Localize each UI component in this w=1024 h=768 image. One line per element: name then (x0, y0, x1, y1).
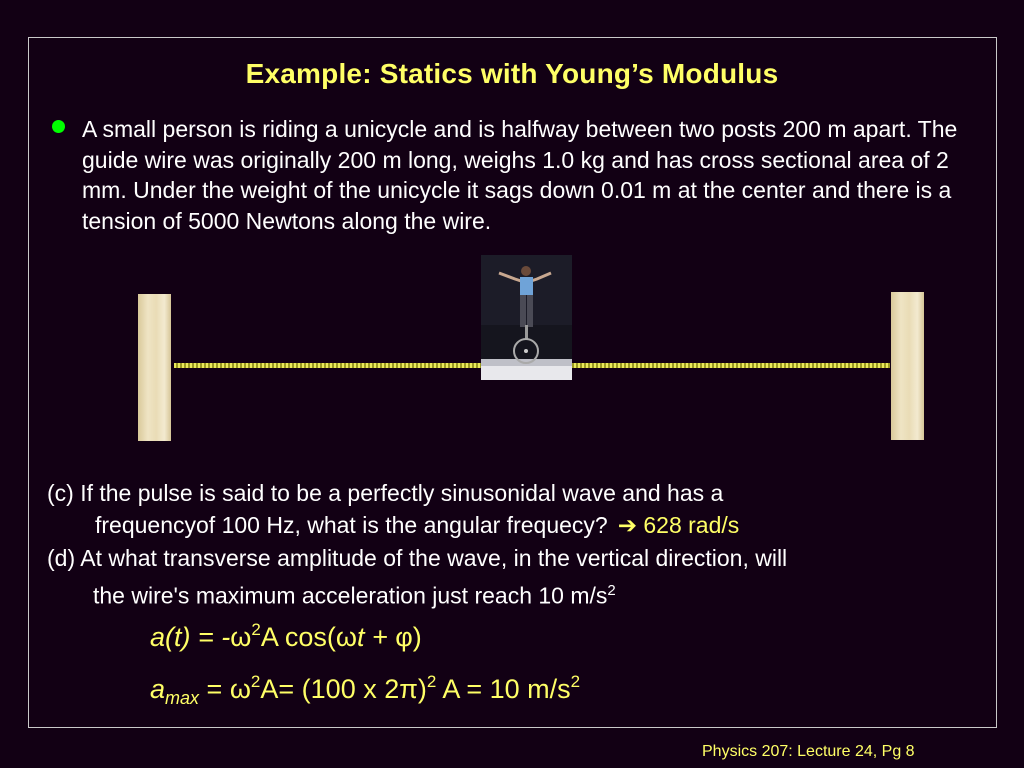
eq2-sup1: 2 (250, 672, 261, 691)
question-c-line2 (47, 510, 739, 542)
slide-footer: Physics 207: Lecture 24, Pg 8 (702, 743, 915, 760)
eq2-sup3: 2 (570, 672, 581, 691)
equation-acceleration (150, 622, 422, 653)
eq2-a: a (150, 674, 166, 704)
equation-max-acceleration (150, 672, 581, 708)
eq2-eq: = (199, 674, 230, 704)
eq2-pi: π (399, 674, 418, 704)
question-c-text: frequencyof 100 Hz, what is the angular frequecy? (95, 511, 608, 538)
eq2-tail: A = 10 m/s (436, 674, 571, 704)
question-d-line1: (d) At what transverse amplitude of the wave, in the vertical direction, will (47, 545, 788, 571)
eq2-sup2: 2 (426, 672, 437, 691)
question-d-line2 (47, 575, 787, 612)
question-d-text: the wire's maximum acceleration just reach 10 m/s (93, 582, 608, 609)
right-post (891, 292, 924, 440)
question-d (47, 543, 787, 612)
slide-title: Example: Statics with Young’s Modulus (245, 58, 779, 89)
unicyclist-photo (481, 255, 572, 380)
eq1-mid: A cos( (260, 622, 336, 652)
answer-c: 628 rad/s (643, 511, 740, 538)
eq1-phi: φ (395, 622, 413, 652)
eq1-lhs: a(t) = - (150, 622, 231, 652)
question-c (47, 478, 739, 541)
left-post (138, 294, 171, 441)
eq1-sup: 2 (251, 620, 261, 639)
question-c-line1: (c) If the pulse is said to be a perfectly sinusonidal wave and has a (47, 480, 724, 506)
bullet-dot-icon (52, 120, 65, 133)
question-d-sup: 2 (607, 581, 616, 599)
problem-statement: A small person is riding a unicycle and is halfway between two posts 200 m apart. The guide wire was originally 200 m long, weighs 1.0 kg and has cross sectional area of 2 mm. Under the weight of the unicycle it sags down 0.01 m at the center and there is a tension of 5000 Newtons along the wire. (82, 116, 958, 234)
eq2-mid: A= (100 x 2 (260, 674, 400, 704)
eq1-omega2: ω (335, 622, 357, 652)
eq1-end: ) (412, 622, 422, 652)
eq2-sub: max (165, 688, 200, 708)
arrow-right-icon: ➔ (617, 511, 637, 538)
eq1-t: t + (356, 622, 396, 652)
eq2-close: ) (417, 674, 427, 704)
eq2-omega: ω (229, 674, 251, 704)
eq1-omega: ω (230, 622, 252, 652)
